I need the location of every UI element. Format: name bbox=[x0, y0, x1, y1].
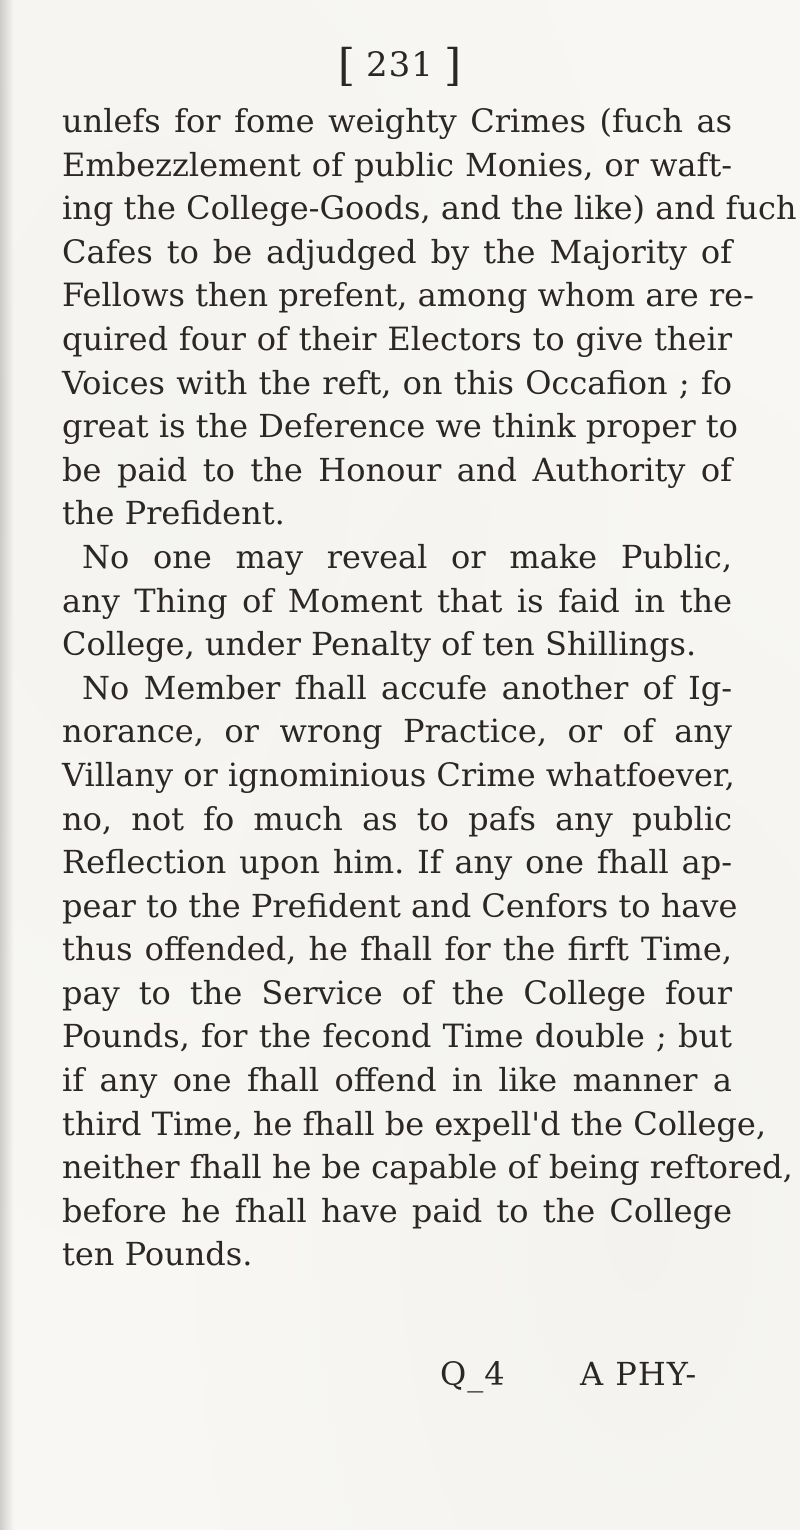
text-line: quired four of their Electors to give their bbox=[62, 319, 732, 358]
text-line: ten Pounds. bbox=[62, 1235, 253, 1274]
gutter-shadow bbox=[0, 0, 14, 1530]
text-line: Cafes to be adjudged by the Majority of bbox=[62, 232, 732, 271]
page-footer bbox=[0, 1355, 800, 1405]
text-line: any Thing of Moment that is faid in the bbox=[62, 581, 732, 620]
text-line: No Member fhall accufe another of Ig- bbox=[82, 668, 732, 707]
text-line: Voices with the reft, on this Occafion ; fo bbox=[62, 363, 732, 402]
text-line: pay to the Service of the College four bbox=[62, 973, 732, 1012]
text-line: Pounds, for the fecond Time double ; but bbox=[62, 1017, 732, 1056]
body-text bbox=[62, 100, 797, 1277]
text-line: College, under Penalty of ten Shillings. bbox=[62, 625, 697, 664]
text-line: unlefs for fome weighty Crimes (fuch as bbox=[62, 102, 732, 140]
text-line: pear to the Prefident and Cenfors to have bbox=[62, 886, 738, 925]
text-line: the Prefident. bbox=[62, 494, 285, 533]
signature-mark: Q_4 bbox=[440, 1355, 506, 1393]
text-line: neither fhall he be capable of being reftored, bbox=[62, 1148, 793, 1187]
text-line: if any one fhall offend in like manner a bbox=[62, 1061, 732, 1100]
text-line: No one may reveal or make Public, bbox=[82, 537, 732, 576]
text-line: norance, or wrong Practice, or of any bbox=[62, 712, 732, 751]
text-line: Reflection upon him. If any one fhall ap- bbox=[62, 843, 732, 882]
text-line: no, not fo much as to pafs any public bbox=[62, 799, 732, 838]
text-line: third Time, he fhall be expell'd the College, bbox=[62, 1104, 766, 1143]
catchword: A PHY- bbox=[580, 1355, 698, 1393]
bracket-close: ] bbox=[443, 40, 463, 91]
text-line: Villany or ignominious Crime whatfoever, bbox=[62, 755, 735, 794]
text-line: before he fhall have paid to the College bbox=[62, 1191, 732, 1230]
bracket-open: [ bbox=[337, 40, 357, 91]
text-line: be paid to the Honour and Authority of bbox=[62, 450, 732, 489]
page-header bbox=[0, 40, 800, 91]
text-line: Fellows then prefent, among whom are re- bbox=[62, 276, 754, 315]
text-line: great is the Deference we think proper to bbox=[62, 407, 738, 446]
text-line: Embezzlement of public Monies, or waft- bbox=[62, 145, 732, 184]
text-line: thus offended, he fhall for the firft Time, bbox=[62, 930, 732, 969]
page-number: 231 bbox=[366, 45, 434, 85]
text-line: ing the College-Goods, and the like) and fuch bbox=[62, 189, 797, 228]
